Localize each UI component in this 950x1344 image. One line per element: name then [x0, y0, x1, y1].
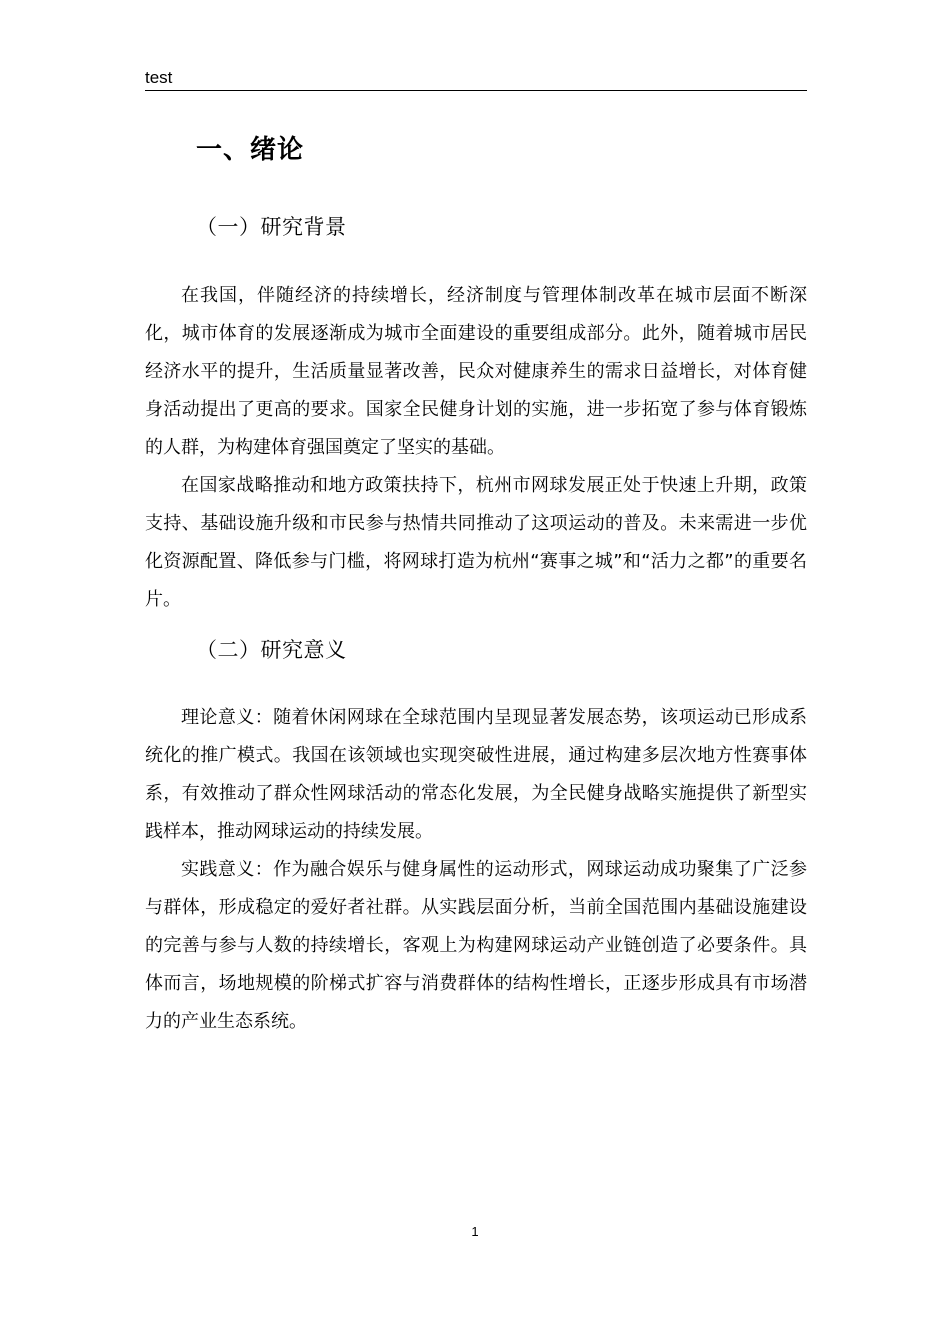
- page-number: 1: [471, 1224, 479, 1239]
- section-body-background: [145, 277, 807, 619]
- section-title-significance: （二）研究意义: [196, 638, 347, 662]
- page-header: [145, 66, 807, 91]
- chapter-title: 一、绪论: [196, 135, 305, 165]
- paragraph: 在国家战略推动和地方政策扶持下，杭州市网球发展正处于快速上升期，政策支持、基础设施升级和市民参与热情共同推动了这项运动的普及。未来需进一步优化资源配置、降低参与门槛，将网球打造为杭州“赛事之城”和“活力之都”的重要名片。: [145, 475, 807, 610]
- section-title-background: （一）研究背景: [196, 215, 347, 239]
- section-body-significance: [145, 699, 807, 1041]
- paragraph: 实践意义：作为融合娱乐与健身属性的运动形式，网球运动成功聚集了广泛参与群体，形成稳定的爱好者社群。从实践层面分析，当前全国范围内基础设施建设的完善与参与人数的持续增长，客观上为构建网球运动产业链创造了必要条件。具体而言，场地规模的阶梯式扩容与消费群体的结构性增长，正逐步形成具有市场潜力的产业生态系统。: [145, 859, 807, 1032]
- paragraph: 理论意义：随着休闲网球在全球范围内呈现显著发展态势，该项运动已形成系统化的推广模式。我国在该领域也实现突破性进展，通过构建多层次地方性赛事体系，有效推动了群众性网球活动的常态化发展，为全民健身战略实施提供了新型实践样本，推动网球运动的持续发展。: [145, 707, 807, 842]
- paragraph: 在我国，伴随经济的持续增长，经济制度与管理体制改革在城市层面不断深化，城市体育的发展逐渐成为城市全面建设的重要组成部分。此外，随着城市居民经济水平的提升，生活质量显著改善，民众对健康养生的需求日益增长，对体育健身活动提出了更高的要求。国家全民健身计划的实施，进一步拓宽了参与体育锻炼的人群，为构建体育强国奠定了坚实的基础。: [145, 285, 807, 458]
- header-text: test: [145, 68, 173, 87]
